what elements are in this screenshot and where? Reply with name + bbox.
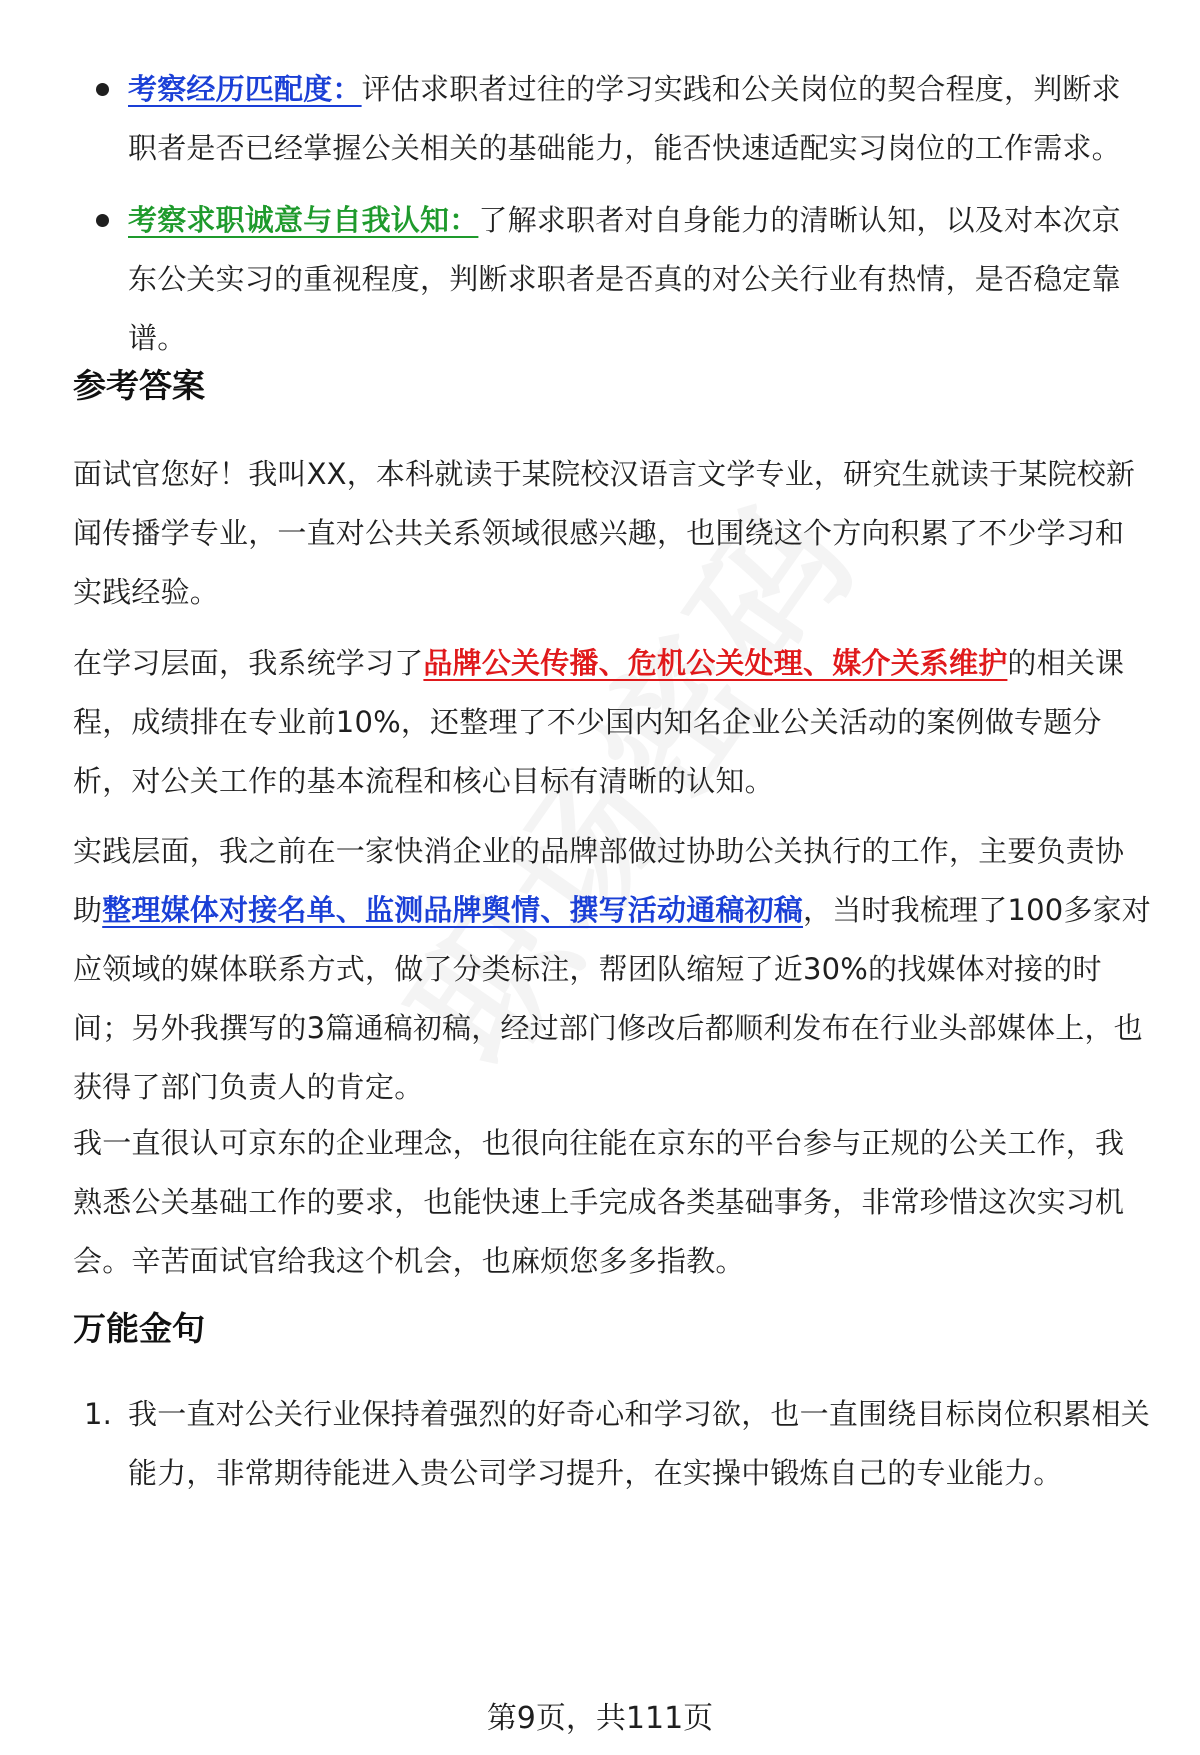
bullet-text: 评估求职者过往的学习实践和公关岗位的契合程度，判断求职者是否已经掌握公关相关的基础能力，能否快速适配实习岗位的工作需求。 (128, 72, 1121, 165)
phrases-list (84, 1385, 1154, 1503)
highlight-duties: 整理媒体对接名单、监测品牌舆情、撰写活动通稿初稿 (102, 893, 804, 927)
list-item-text: 我一直对公关行业保持着强烈的好奇心和学习欲，也一直围绕目标岗位积累相关能力，非常期待能进入贵公司学习提升，在实操中锻炼自己的专业能力。 (128, 1397, 1151, 1490)
criteria-list (128, 60, 1143, 381)
answer-paragraph-practice (73, 822, 1153, 1117)
bullet-label: 考察经历匹配度： (128, 72, 362, 106)
paragraph-text: 在学习层面，我系统学习了 (73, 646, 424, 680)
list-item (84, 1385, 1154, 1503)
bullet-dot-icon (96, 214, 109, 227)
list-number: 1. (84, 1397, 113, 1431)
bullet-label: 考察求职诚意与自我认知： (128, 203, 479, 237)
section-heading-answer: 参考答案 (73, 366, 205, 405)
list-item (128, 60, 1143, 178)
bullet-dot-icon (96, 83, 109, 96)
page-number: 第9页，共111页 (486, 1701, 714, 1736)
bullet-text: 了解求职者对自身能力的清晰认知，以及对本次京东公关实习的重视程度，判断求职者是否真的对公关行业有热情，是否稳定靠谱。 (128, 203, 1121, 355)
paragraph-text: ，当时我梳理了100多家对应领域的媒体联系方式，做了分类标注，帮团队缩短了近30%的找媒体对接的时间；另外我撰写的3篇通稿初稿，经过部门修改后都顺利发布在行业头部媒体上，也获得了部门负责人的肯定。 (73, 893, 1151, 1104)
paragraph-text: 的相关课程，成绩排在专业前10%，还整理了不少国内知名企业公关活动的案例做专题分析，对公关工作的基本流程和核心目标有清晰的认知。 (73, 646, 1125, 798)
paragraph-text: 实践层面，我之前在一家快消企业的品牌部做过协助公关执行的工作，主要负责协助 (73, 834, 1125, 927)
section-heading-phrases: 万能金句 (73, 1309, 205, 1348)
answer-paragraph-closing: 我一直很认可京东的企业理念，也很向往能在京东的平台参与正规的公关工作，我熟悉公关基础工作的要求，也能快速上手完成各类基础事务，非常珍惜这次实习机会。辛苦面试官给我这个机会，也麻烦您多多指教。 (73, 1126, 1125, 1278)
answer-paragraph-study (73, 634, 1153, 811)
highlight-courses: 品牌公关传播、危机公关处理、媒介关系维护 (423, 646, 1008, 680)
list-item (128, 191, 1143, 368)
answer-paragraph-intro: 面试官您好！我叫XX，本科就读于某院校汉语言文学专业，研究生就读于某院校新闻传播学专业，一直对公共关系领域很感兴趣，也围绕这个方向积累了不少学习和实践经验。 (73, 457, 1136, 609)
